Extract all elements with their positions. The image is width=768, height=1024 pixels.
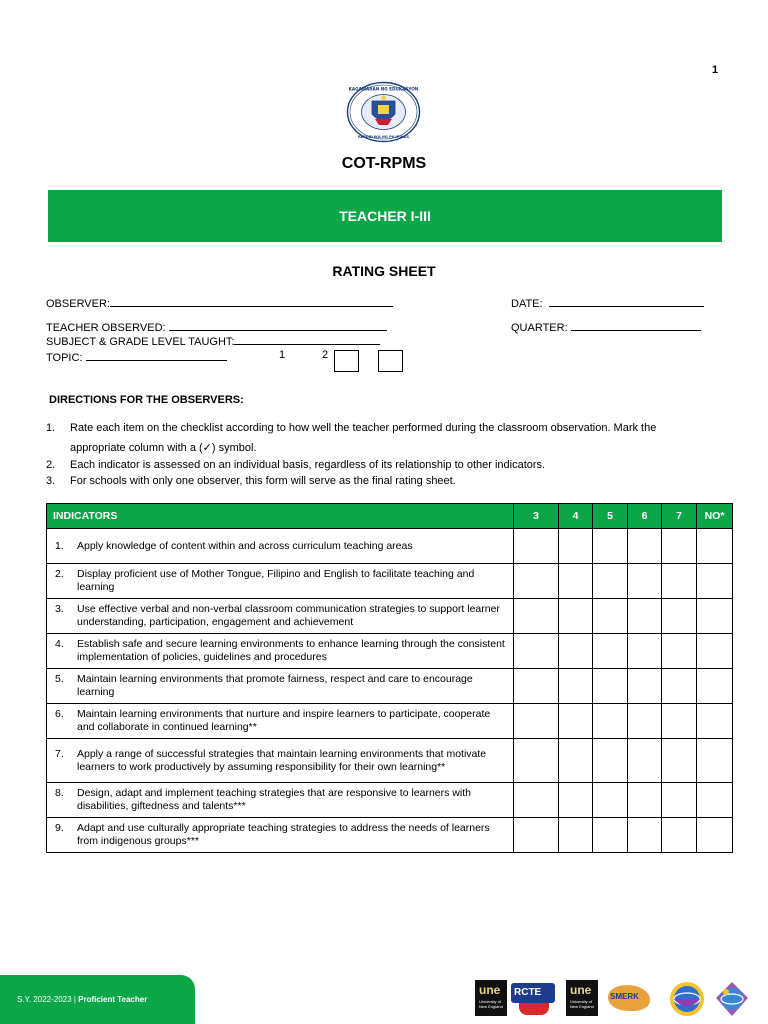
indicator-text: Use effective verbal and non-verbal classroom communication strategies to support learner understanding, participation, engagement and achievement	[77, 603, 500, 628]
rating-cell[interactable]	[628, 669, 662, 704]
indicator-cell	[47, 529, 514, 564]
teacher-observed-line[interactable]	[169, 319, 387, 331]
header-rating-4: 4	[559, 504, 593, 529]
teacher-level-banner	[48, 190, 722, 242]
observation-2-checkbox[interactable]	[378, 350, 403, 372]
document-title: COT-RPMS	[341, 155, 427, 172]
indicator-number: 5.	[55, 673, 64, 685]
rating-cell[interactable]	[559, 704, 593, 739]
rating-cell[interactable]	[559, 669, 593, 704]
footer-separator: |	[73, 995, 76, 1004]
rating-cell[interactable]	[559, 564, 593, 599]
indicator-number: 2.	[55, 568, 64, 580]
une-logo-1-text: une	[479, 983, 501, 997]
globe-logo-2	[712, 980, 752, 1018]
une-logo-2-text: une	[570, 983, 592, 997]
seal-text-bottom: REPUBLIKA NG PILIPINAS	[357, 135, 410, 139]
rcte-logo	[509, 981, 557, 1017]
rating-cell[interactable]	[697, 529, 733, 564]
rating-cell[interactable]	[514, 739, 559, 783]
rating-cell[interactable]	[514, 818, 559, 853]
rating-cell[interactable]	[662, 529, 697, 564]
rating-cell[interactable]	[593, 704, 628, 739]
rating-cell[interactable]	[662, 599, 697, 634]
rating-cell[interactable]	[628, 704, 662, 739]
rating-cell[interactable]	[662, 634, 697, 669]
footer-label: Proficient Teacher	[78, 995, 148, 1004]
indicator-cell	[47, 783, 514, 818]
rating-cell[interactable]	[697, 818, 733, 853]
rating-cell[interactable]	[662, 783, 697, 818]
rating-cell[interactable]	[697, 739, 733, 783]
indicator-number: 9.	[55, 822, 64, 834]
directions-heading: DIRECTIONS FOR THE OBSERVERS:	[49, 394, 244, 406]
rating-cell[interactable]	[514, 783, 559, 818]
observation-number-1: 1	[279, 349, 286, 361]
indicator-cell	[47, 599, 514, 634]
rating-cell[interactable]	[593, 529, 628, 564]
banner-label: TEACHER I-III	[339, 208, 431, 224]
direction-item	[46, 456, 706, 472]
direction-text: For schools with only one observer, this form will serve as the final rating sheet.	[70, 475, 456, 487]
table-row	[47, 669, 733, 704]
rating-cell[interactable]	[628, 599, 662, 634]
indicator-cell	[47, 669, 514, 704]
rating-cell[interactable]	[593, 669, 628, 704]
indicator-number: 7.	[55, 747, 64, 760]
quarter-field[interactable]	[511, 319, 701, 334]
indicator-number: 6.	[55, 708, 64, 720]
direction-item	[46, 472, 706, 488]
deped-seal-logo	[346, 81, 421, 143]
une-logo-1	[475, 980, 507, 1016]
rating-cell[interactable]	[697, 599, 733, 634]
direction-number: 2.	[46, 459, 56, 471]
indicator-cell	[47, 704, 514, 739]
direction-number: 1.	[46, 422, 56, 434]
table-row	[47, 818, 733, 853]
table-row	[47, 783, 733, 818]
smerk-logo-text: SMERK	[610, 992, 639, 1001]
rating-cell[interactable]	[662, 818, 697, 853]
indicators-table	[46, 503, 733, 853]
rating-cell[interactable]	[593, 564, 628, 599]
date-line[interactable]	[549, 295, 704, 307]
rating-cell[interactable]	[593, 634, 628, 669]
rating-cell[interactable]	[628, 783, 662, 818]
header-indicators: INDICATORS	[47, 504, 514, 529]
rating-cell[interactable]	[514, 564, 559, 599]
observer-label: OBSERVER:	[46, 298, 110, 310]
indicator-text: Establish safe and secure learning environments to enhance learning through the consistent implementation of policies, guidelines and procedures	[77, 638, 505, 663]
rating-cell[interactable]	[628, 739, 662, 783]
une-logo-1-subtext: University of New England	[479, 999, 503, 1009]
observer-field[interactable]	[46, 295, 393, 310]
rating-cell[interactable]	[514, 704, 559, 739]
topic-label: TOPIC:	[46, 352, 83, 364]
indicator-number: 8.	[55, 787, 64, 799]
une-logo-2	[566, 980, 598, 1016]
observation-1-checkbox[interactable]	[334, 350, 359, 372]
subject-field[interactable]	[46, 333, 380, 348]
sheet-title: RATING SHEET	[332, 263, 436, 279]
observer-line[interactable]	[110, 295, 393, 307]
indicator-cell	[47, 564, 514, 599]
table-row	[47, 704, 733, 739]
rating-cell[interactable]	[559, 529, 593, 564]
rating-cell[interactable]	[514, 669, 559, 704]
table-row	[47, 529, 733, 564]
indicator-cell	[47, 634, 514, 669]
direction-text: Rate each item on the checklist according to how well the teacher performed during the classroom observation. Mark the appropriate column with a (✓) symbol.	[70, 422, 657, 454]
rating-cell[interactable]	[514, 529, 559, 564]
direction-number: 3.	[46, 475, 56, 487]
quarter-label: QUARTER:	[511, 322, 568, 334]
rating-cell[interactable]	[593, 818, 628, 853]
rating-cell[interactable]	[514, 599, 559, 634]
footer-school-year: S.Y. 2022-2023	[17, 995, 72, 1004]
subject-line[interactable]	[234, 333, 380, 345]
date-label: DATE:	[511, 298, 543, 310]
indicator-text: Adapt and use culturally appropriate teaching strategies to address the needs of learners from indigenous groups***	[77, 822, 490, 847]
rating-cell[interactable]	[559, 599, 593, 634]
rating-cell[interactable]	[697, 783, 733, 818]
rating-cell[interactable]	[514, 634, 559, 669]
rating-cell[interactable]	[593, 739, 628, 783]
indicator-text: Maintain learning environments that nurture and inspire learners to participate, cooperate and collaborate in continued learning**	[77, 708, 491, 733]
rating-cell[interactable]	[628, 818, 662, 853]
seal-text-top: KAGAWARAN NG EDUKASYON	[348, 86, 419, 92]
header-no: NO*	[697, 504, 733, 529]
table-row	[47, 739, 733, 783]
globe-logo-1	[667, 980, 707, 1018]
quarter-line[interactable]	[571, 319, 701, 331]
table-header-row	[47, 504, 733, 529]
rating-cell[interactable]	[662, 704, 697, 739]
topic-field[interactable]	[46, 349, 227, 364]
rating-cell[interactable]	[697, 564, 733, 599]
indicator-number: 3.	[55, 603, 64, 615]
date-field[interactable]	[511, 295, 704, 310]
rating-cell[interactable]	[559, 818, 593, 853]
rating-cell[interactable]	[559, 739, 593, 783]
rating-cell[interactable]	[628, 564, 662, 599]
rcte-logo-text: RCTE	[514, 987, 542, 998]
indicator-number: 1.	[55, 539, 64, 552]
une-logo-2-subtext: University of New England	[570, 999, 594, 1009]
indicator-cell	[47, 818, 514, 853]
rating-cell[interactable]	[662, 564, 697, 599]
indicator-text: Display proficient use of Mother Tongue, Filipino and English to facilitate teaching and learning	[77, 568, 475, 593]
header-rating-3: 3	[514, 504, 559, 529]
observation-number-2: 2	[322, 349, 329, 361]
indicator-cell	[47, 739, 514, 783]
table-row	[47, 599, 733, 634]
indicator-text: Design, adapt and implement teaching strategies that are responsive to learners with disabilities, giftedness and talents***	[77, 787, 471, 812]
direction-item	[46, 418, 706, 458]
smerk-logo	[606, 982, 652, 1016]
rating-cell[interactable]	[662, 739, 697, 783]
teacher-observed-label: TEACHER OBSERVED:	[46, 322, 166, 334]
direction-text: Each indicator is assessed on an individual basis, regardless of its relationship to other indicators.	[70, 459, 546, 471]
rating-cell[interactable]	[593, 599, 628, 634]
rating-cell[interactable]	[559, 783, 593, 818]
table-row	[47, 634, 733, 669]
indicator-text: Apply knowledge of content within and across curriculum teaching areas	[77, 539, 413, 552]
table-row	[47, 564, 733, 599]
indicator-number: 4.	[55, 638, 64, 650]
indicator-text: Maintain learning environments that promote fairness, respect and care to encourage learning	[77, 673, 473, 698]
rating-cell[interactable]	[697, 704, 733, 739]
rating-cell[interactable]	[697, 634, 733, 669]
rating-cell[interactable]	[559, 634, 593, 669]
rating-cell[interactable]	[697, 669, 733, 704]
topic-line[interactable]	[86, 349, 227, 361]
rating-cell[interactable]	[593, 783, 628, 818]
header-rating-6: 6	[628, 504, 662, 529]
rating-cell[interactable]	[628, 529, 662, 564]
subject-label: SUBJECT & GRADE LEVEL TAUGHT:	[46, 336, 235, 348]
rating-cell[interactable]	[662, 669, 697, 704]
header-rating-5: 5	[593, 504, 628, 529]
indicator-text: Apply a range of successful strategies that maintain learning environments that motivate learners to work productively by assuming responsibility for their own learning**	[77, 747, 487, 773]
header-rating-7: 7	[662, 504, 697, 529]
footer-school-year-tab	[0, 975, 195, 1024]
page-number: 1	[712, 64, 719, 76]
teacher-observed-field[interactable]	[46, 319, 387, 334]
rating-cell[interactable]	[628, 634, 662, 669]
